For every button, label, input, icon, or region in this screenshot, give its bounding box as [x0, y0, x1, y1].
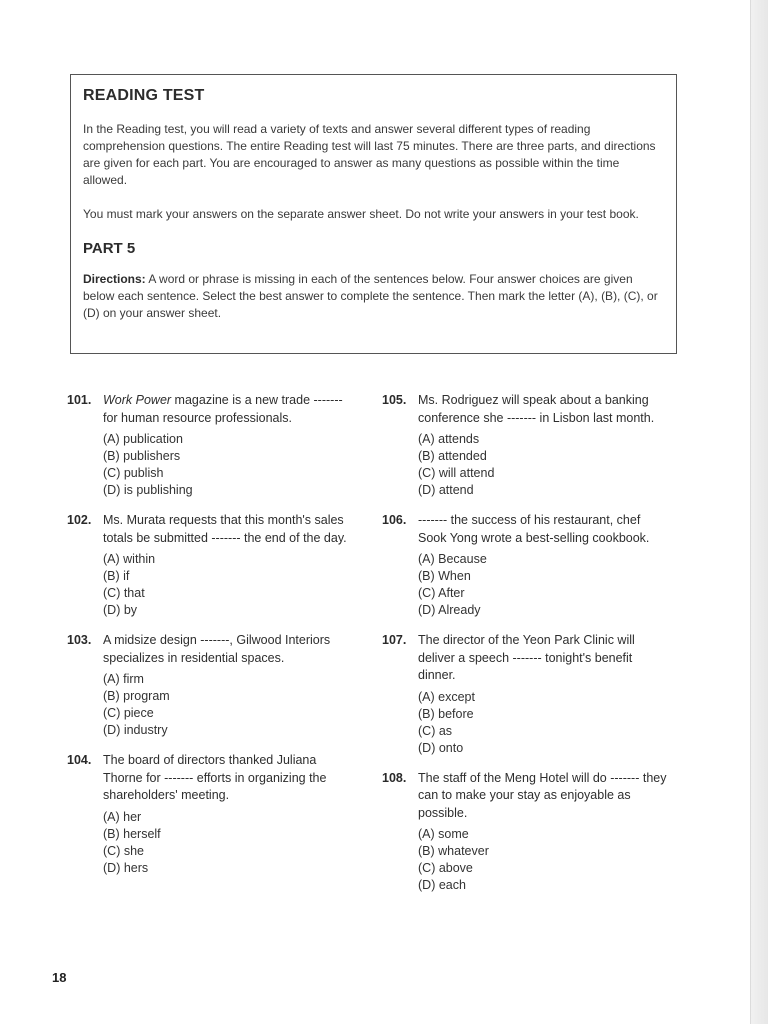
section-title: READING TEST	[83, 87, 205, 104]
answer-options	[418, 551, 672, 619]
question-102	[67, 512, 357, 619]
option-c: (C) piece	[103, 706, 154, 720]
question-106	[382, 512, 672, 619]
option-b: (B) program	[103, 689, 170, 703]
page-number: 18	[52, 970, 67, 985]
page-edge	[750, 0, 768, 1024]
option-b: (B) publishers	[103, 449, 181, 463]
question-text: ------- the success of his restaurant, chef Sook Yong wrote a best-selling cookbook.	[418, 513, 650, 545]
option-c: (C) will attend	[418, 466, 495, 480]
option-d: (D) each	[418, 878, 466, 892]
question-number: 106.	[382, 513, 407, 527]
option-a: (A) attends	[418, 432, 480, 446]
answer-options	[418, 826, 672, 894]
answer-options	[103, 671, 357, 739]
question-text: The director of the Yeon Park Clinic will deliver a speech ------- tonight's benefit dinner.	[418, 633, 635, 682]
question-number: 108.	[382, 770, 407, 785]
option-d: (D) Already	[418, 603, 481, 617]
option-a: (A) except	[418, 689, 475, 704]
question-number: 104.	[67, 753, 92, 767]
option-c: (C) as	[418, 723, 453, 738]
question-108	[382, 770, 672, 895]
directions-text: A word or phrase is missing in each of the sentences below. Four answer choices are given below each sentence. Select the best answer to complete the sentence. Then mark the letter (A), (B), (C), or (D) on your answer sheet.	[83, 272, 658, 320]
question-105	[382, 392, 672, 499]
option-b: (B) before	[418, 706, 474, 721]
question-101	[67, 392, 357, 499]
question-text-italic: Work Power	[103, 393, 172, 407]
option-c: (C) publish	[103, 466, 164, 480]
questions-column-right	[382, 392, 672, 894]
option-a: (A) firm	[103, 672, 144, 686]
option-d: (D) onto	[418, 740, 464, 755]
question-107	[382, 632, 672, 757]
option-b: (B) whatever	[418, 844, 489, 858]
question-104	[67, 752, 357, 877]
question-text: A midsize design -------, Gilwood Interiors specializes in residential spaces.	[103, 633, 331, 665]
option-a: (A) some	[418, 827, 469, 841]
question-text: Work Power magazine is a new trade ------- for human resource professionals.	[103, 393, 343, 425]
question-number: 107.	[382, 633, 407, 647]
option-d: (D) attend	[418, 483, 474, 497]
option-d: (D) by	[103, 603, 138, 617]
option-b: (B) if	[103, 569, 130, 583]
intro-paragraph-2: You must mark your answers on the separate answer sheet. Do not write your answers in your test book.	[83, 207, 639, 221]
answer-options	[103, 809, 357, 877]
answer-options	[418, 689, 672, 757]
answer-options	[418, 431, 672, 499]
intro-paragraph-1: In the Reading test, you will read a variety of texts and answer several different types of reading comprehension questions. The entire Reading test will last 75 minutes. There are three parts, and directions are given for each part. You are encouraged to answer as many questions as possible within the time allowed.	[83, 122, 656, 187]
question-text: Ms. Rodriguez will speak about a banking conference she ------- in Lisbon last month.	[418, 393, 655, 425]
part-title: PART 5	[83, 240, 136, 257]
option-a: (A) publication	[103, 432, 183, 446]
option-a: (A) Because	[418, 552, 487, 566]
option-b: (B) herself	[103, 826, 161, 841]
option-b: (B) attended	[418, 449, 487, 463]
option-c: (C) that	[103, 586, 145, 600]
question-103	[67, 632, 357, 739]
option-c: (C) she	[103, 843, 144, 858]
question-number: 102.	[67, 513, 92, 527]
answer-options	[103, 551, 357, 619]
option-a: (A) her	[103, 809, 142, 824]
option-d: (D) industry	[103, 723, 168, 737]
question-number: 105.	[382, 393, 407, 407]
question-text: The staff of the Meng Hotel will do ------- they can to make your stay as enjoyable as possible.	[418, 770, 667, 820]
option-c: (C) After	[418, 586, 465, 600]
questions-column-left	[67, 392, 357, 877]
option-d: (D) is publishing	[103, 483, 193, 497]
question-number: 103.	[67, 633, 92, 647]
question-text: Ms. Murata requests that this month's sales totals be submitted ------- the end of the day.	[103, 513, 347, 545]
directions-label: Directions:	[83, 272, 146, 286]
question-text: The board of directors thanked Juliana Thorne for ------- efforts in organizing the shareholders' meeting.	[103, 753, 327, 802]
answer-options	[103, 431, 357, 499]
reading-test-intro-box	[70, 74, 677, 354]
option-b: (B) When	[418, 569, 471, 583]
option-a: (A) within	[103, 552, 156, 566]
option-d: (D) hers	[103, 860, 149, 875]
question-number: 101.	[67, 393, 92, 407]
option-c: (C) above	[418, 861, 473, 875]
directions-paragraph	[83, 271, 664, 322]
